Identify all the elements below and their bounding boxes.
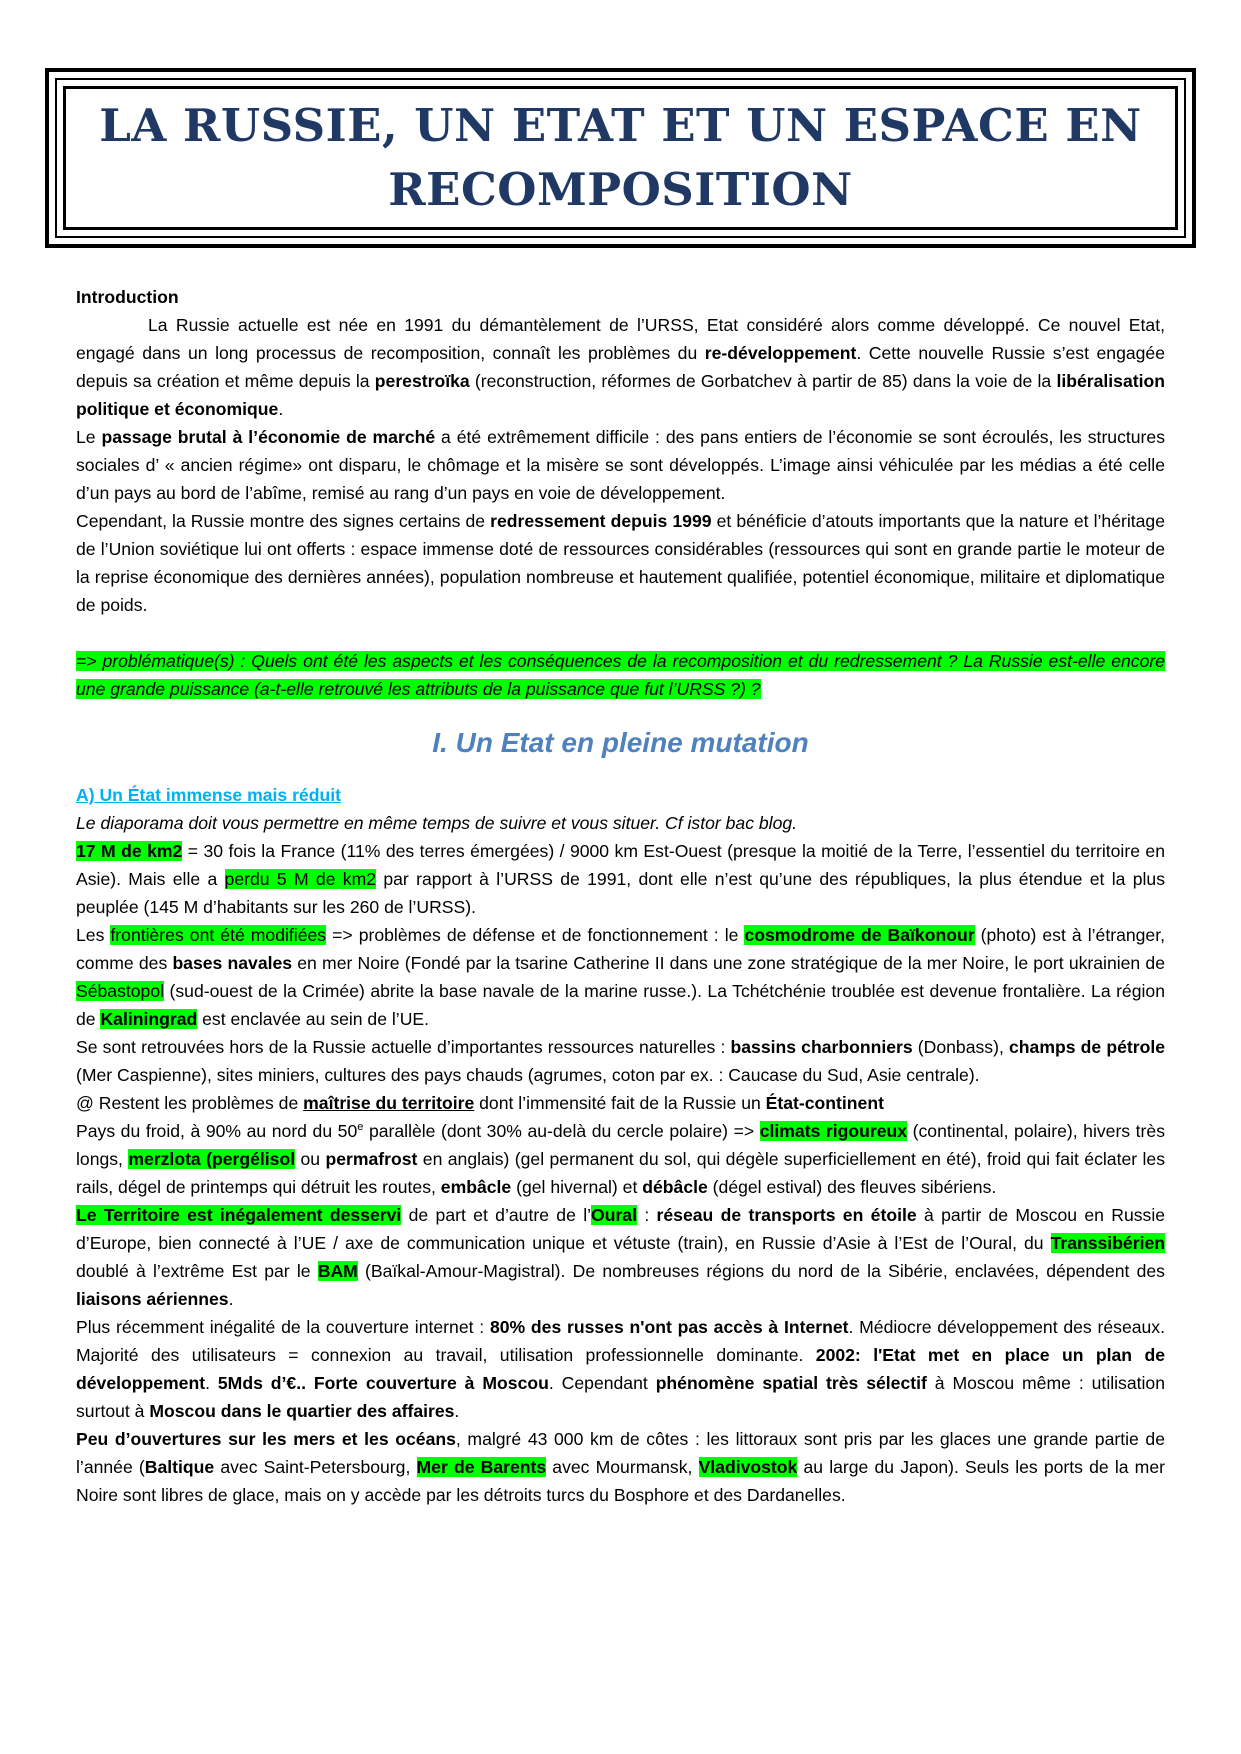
intro-paragraph-1: La Russie actuelle est née en 1991 du démantèlement de l’URSS, Etat considéré alors comme développé. Ce nouvel Etat, engagé dans un long processus de recomposition, connaît les problèmes du re-développement. Cette nouvelle Russie s’est engagée depuis sa création et même depuis la perestroïka (reconstruction, réformes de Gorbatchev à partir de 85) dans la voie de la libéralisation politique et économique. bbox=[76, 315, 1166, 419]
section-title: I. Un Etat en pleine mutation bbox=[432, 727, 809, 758]
paragraph-territory-control: @ Restent les problèmes de maîtrise du territoire dont l’immensité fait de la Russie un État-continent bbox=[76, 1093, 884, 1113]
paragraph-resources: Se sont retrouvées hors de la Russie actuelle d’importantes ressources naturelles : bassins charbonniers (Donbass), champs de pétrole (Mer Caspienne), sites miniers, cultures des pays chauds (agrumes, coton par ex. : Caucase du Sud, Asie centrale). bbox=[76, 1037, 1165, 1085]
document-title bbox=[99, 94, 1142, 222]
paragraph-borders: Les frontières ont été modifiées => problèmes de défense et de fonctionnement : le cosmodrome de Baïkonour (photo) est à l’étranger, comme des bases navales en mer Noire (Fondé par la tsarine Catherine II dans une zone stratégique de la mer Noire, le port ukrainien de Sébastopol (sud-ouest de la Crimée) abrite la base navale de la marine russe.). La Tchétchénie troublée est devenue frontalière. La région de Kaliningrad est enclavée au sein de l’UE. bbox=[76, 925, 1165, 1029]
paragraph-area: 17 M de km2 = 30 fois la France (11% des terres émergées) / 9000 km Est-Ouest (presque la moitié de la Terre, l’essentiel du territoire en Asie). Mais elle a perdu 5 M de km2 par rapport à l’URSS de 1991, dont elle n’est qu’une des républiques, la plus étendue et la plus peuplée (145 M d’habitants sur les 260 de l’URSS). bbox=[76, 841, 1165, 917]
spacer bbox=[76, 619, 1165, 647]
paragraph-transport: Le Territoire est inégalement desservi de part et d’autre de l’Oural : réseau de transports en étoile à partir de Moscou en Russie d’Europe, bien connecté à l’UE / axe de communication unique et vétuste (train), en Russie d’Asie à l’Est de l’Oural, du Transsibérien doublé à l’extrême Est par le BAM (Baïkal-Amour-Magistral). De nombreuses régions du nord de la Sibérie, enclavées, dépendent des liaisons aériennes. bbox=[76, 1205, 1166, 1309]
diaporama-note: Le diaporama doit vous permettre en même temps de suivre et vous situer. Cf istor bac blog. bbox=[76, 813, 798, 833]
intro-paragraph-3: Cependant, la Russie montre des signes certains de redressement depuis 1999 et bénéficie d’atouts importants que la nature et l’héritage de l’Union soviétique lui ont offerts : espace immense doté de ressources considérables (ressources qui sont en grande partie le moteur de la reprise économique des dernières années), population nombreuse et hautement qualifiée, potentiel économique, militaire et diplomatique de poids. bbox=[76, 511, 1165, 615]
intro-paragraph-2: Le passage brutal à l’économie de marché a été extrêmement difficile : des pans entiers de l’économie se sont écroulés, les structures sociales d’ « ancien régime» ont disparu, le chômage et la misère se sont développés. L’image ainsi véhiculée par les médias a été celle d’un pays au bord de l’abîme, remisé au rang d’un pays en voie de développement. bbox=[76, 427, 1165, 503]
problematique: => problématique(s) : Quels ont été les aspects et les conséquences de la recomposition et du redressement ? La Russie est-elle encore une grande puissance (a-t-elle retrouvé les attributs de la puissance que fut l’URSS ?) ? bbox=[76, 651, 1165, 699]
document-title-line-2: RECOMPOSITION bbox=[388, 163, 853, 216]
intro-heading: Introduction bbox=[76, 287, 179, 307]
document-title-line-1: LA RUSSIE, UN ETAT ET UN ESPACE EN bbox=[99, 99, 1142, 152]
paragraph-seas: Peu d’ouvertures sur les mers et les océans, malgré 43 000 km de côtes : les littoraux sont pris par les glaces une grande partie de l’année (Baltique avec Saint-Petersbourg, Mer de Barents avec Mourmansk, Vladivostok au large du Japon). Seuls les ports de la mer Noire sont libres de glace, mais on y accède par les détroits turcs du Bosphore et des Dardanelles. bbox=[76, 1429, 1165, 1505]
paragraph-climate: Pays du froid, à 90% au nord du 50e parallèle (dont 30% au-delà du cercle polaire) => climats rigoureux (continental, polaire), hivers très longs, merzlota (pergélisol ou permafrost en anglais) (gel permanent du sol, qui dégèle superficiellement en été), froid qui fait éclater les rails, dégel de printemps qui détruit les routes, embâcle (gel hivernal) et débâcle (dégel estival) des fleuves sibériens. bbox=[76, 1121, 1165, 1197]
document-body bbox=[76, 283, 1165, 1509]
title-frame-inner bbox=[55, 78, 1186, 238]
title-frame-inner-2 bbox=[63, 86, 1178, 230]
paragraph-internet: Plus récemment inégalité de la couverture internet : 80% des russes n'ont pas accès à Internet. Médiocre développement des réseaux. Majorité des utilisateurs = connexion au travail, utilisation professionnelle dominante. 2002: l'Etat met en place un plan de développement. 5Mds d’€.. Forte couverture à Moscou. Cependant phénomène spatial très sélectif à Moscou même : utilisation surtout à Moscou dans le quartier des affaires. bbox=[76, 1317, 1165, 1421]
title-frame bbox=[45, 68, 1196, 248]
subsection-title-a: A) Un État immense mais réduit bbox=[76, 785, 341, 805]
